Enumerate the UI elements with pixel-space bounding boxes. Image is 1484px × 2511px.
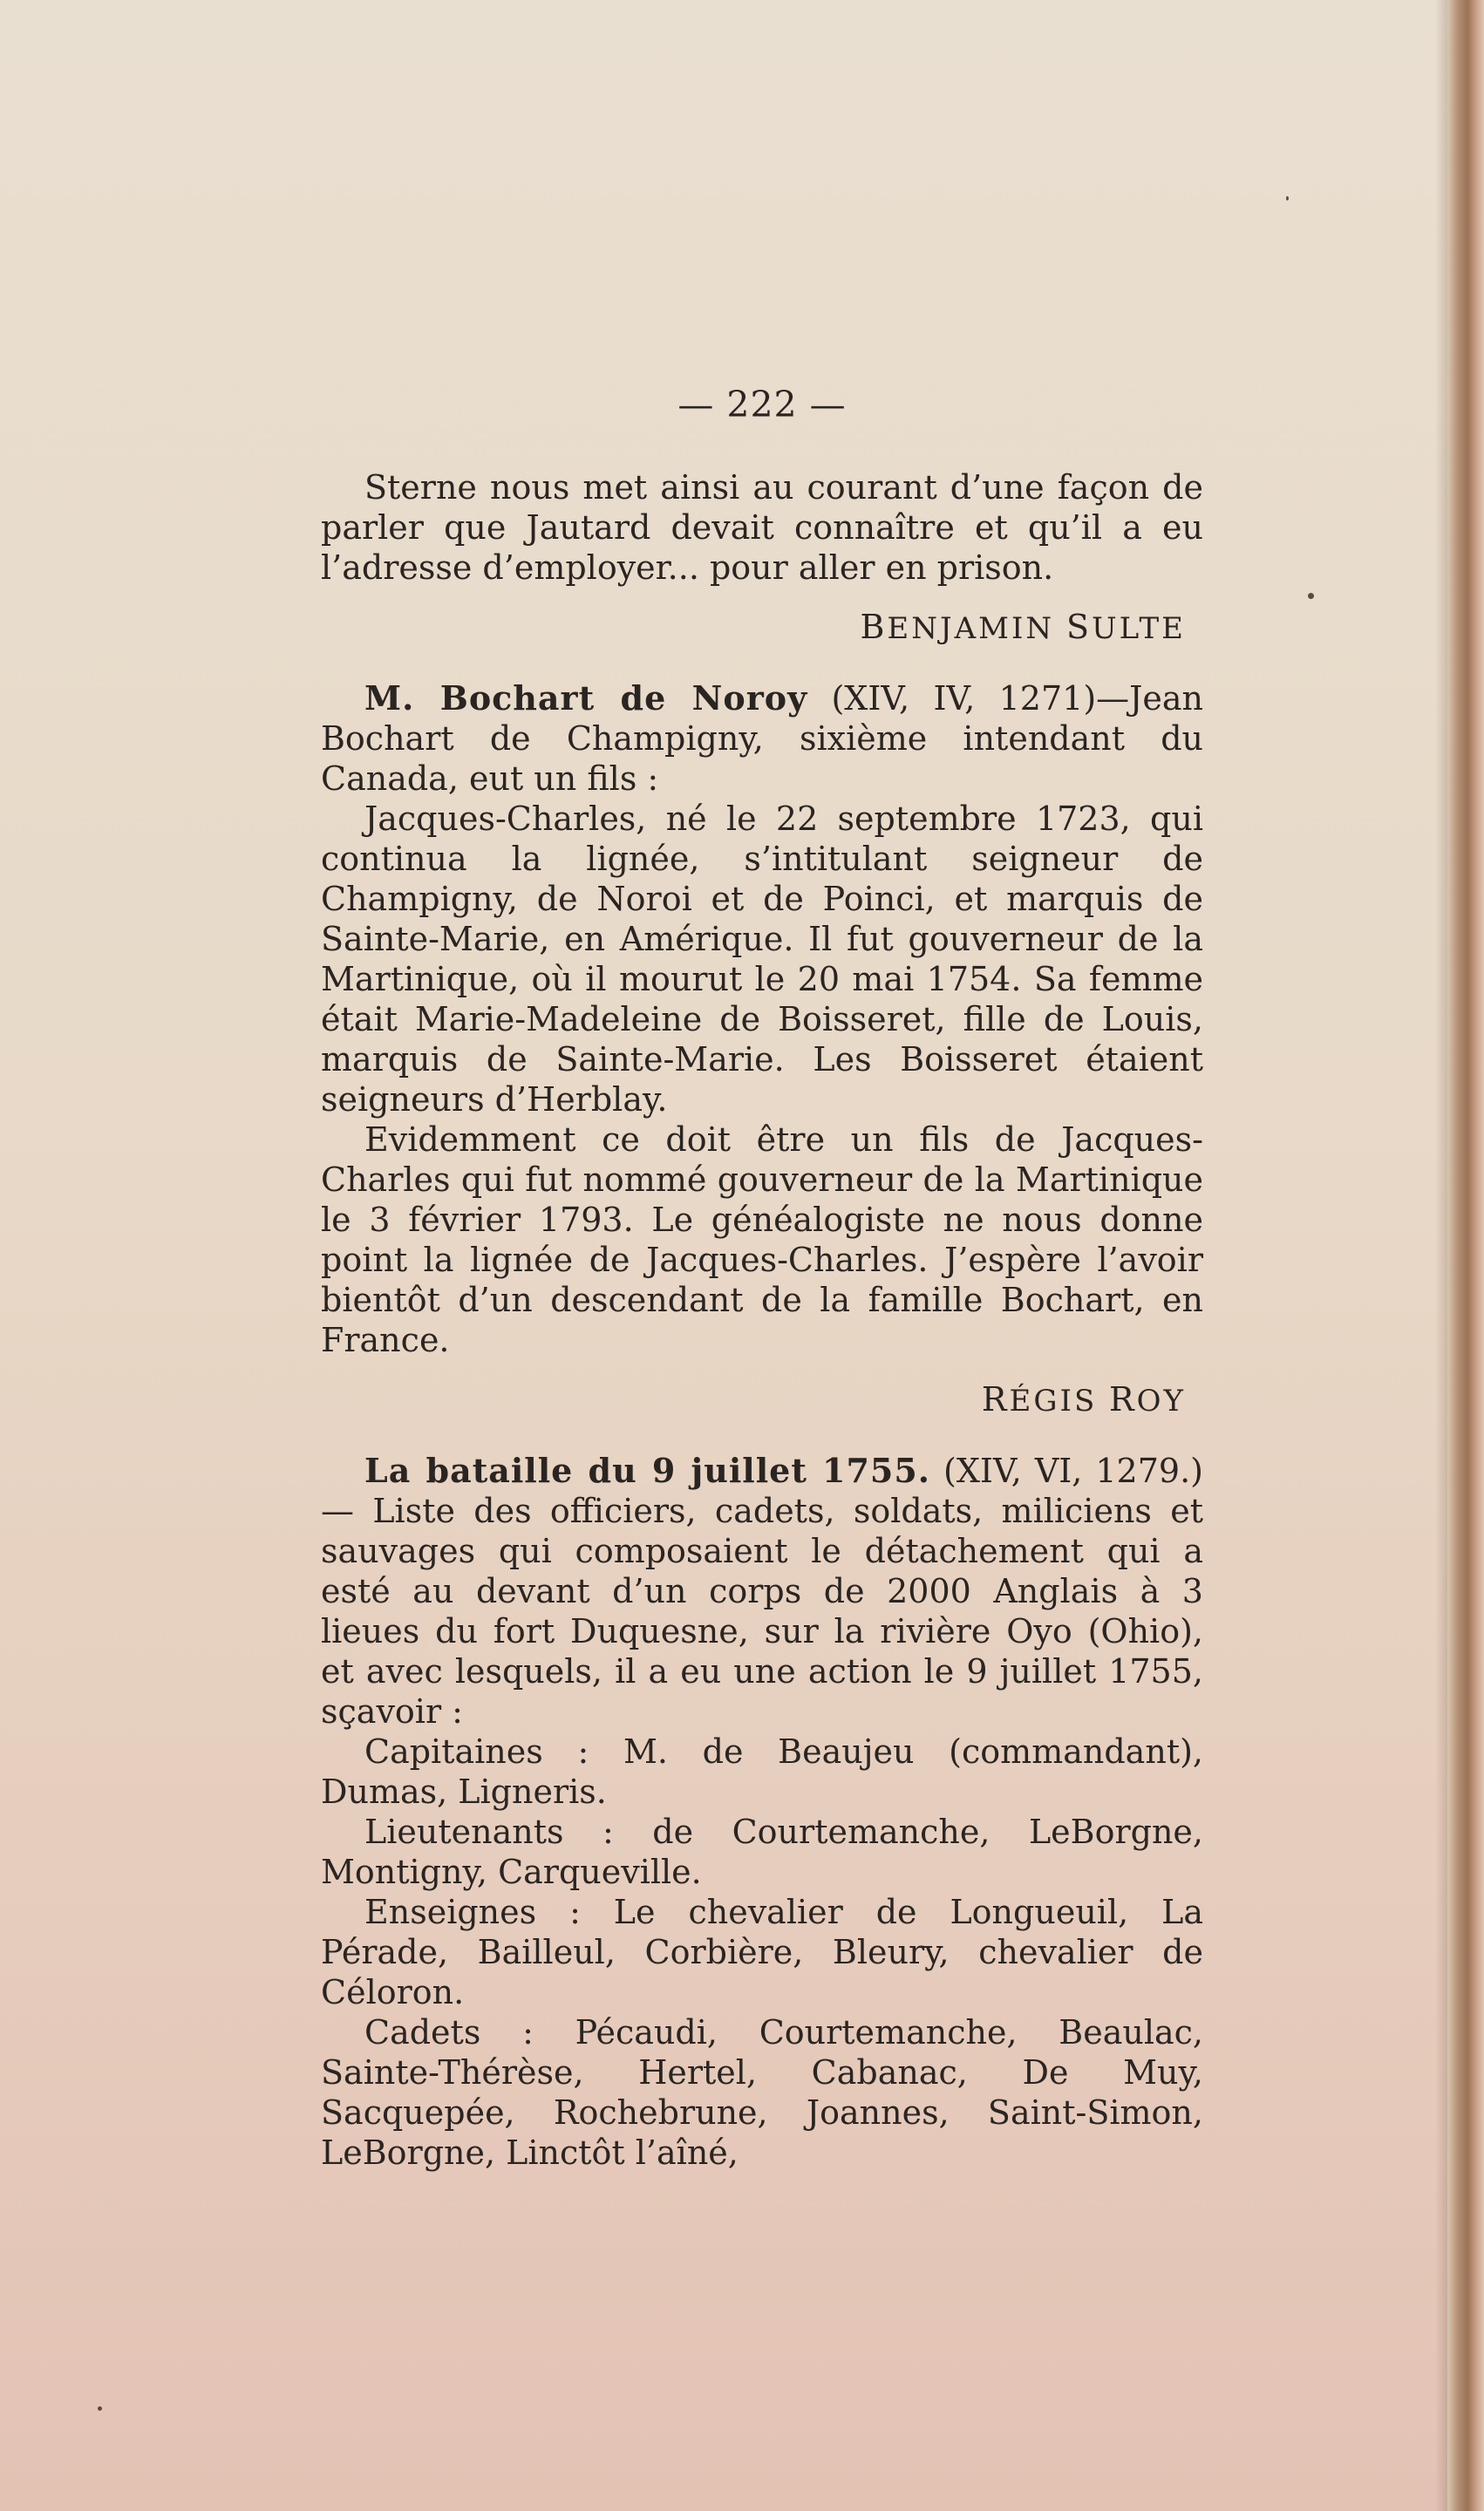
signature-initial: B — [860, 608, 888, 646]
page-number: — 222 — — [677, 384, 847, 425]
bochart-reference: (XIV, IV, 1271)—Jean Bochart de Champigny, sixième intendant du Canada, eut un fils : — [321, 679, 1203, 798]
bochart-paragraph-1: Jacques-Charles, né le 22 septembre 1723, qui continua la lignée, s’intitulant seigneur de Champigny, de Noroi et de Poinci, et marquis de Sainte-Marie, en Amérique. Il fut gouverneur de la Martinique, où il mourut le 20 mai 1754. Sa femme était Marie-Madeleine de Boisseret, fille de Louis, marquis de Sainte-Marie. Les Boisseret étaient seigneurs d’Herblay. — [321, 800, 1203, 1119]
paper-speck — [1308, 593, 1314, 599]
lieutenants-paragraph: Lieutenants : de Courtemanche, LeBorgne, Montigny, Carqueville. — [321, 1813, 1203, 1891]
paper-speck — [1286, 196, 1289, 201]
bataille-reference: (XIV, VI, 1279.)— Liste des officiers, cadets, soldats, miliciens et sauvages qui composaient le détachement qui a esté au devant d’un corps de 2000 Anglais à 3 lieues du fort Duquesne, sur la rivière Oyo (Ohio), et avec lesquels, il a eu une action le 9 juillet 1755, sçavoir : — [321, 1452, 1203, 1731]
page-gutter-shadow — [1435, 0, 1447, 2511]
bochart-entry — [321, 678, 1203, 799]
signature-initial: R — [1109, 1380, 1137, 1419]
capitaines-paragraph: Capitaines : M. de Beaujeu (commandant), Dumas, Ligneris. — [321, 1732, 1203, 1811]
signature-text: OY — [1136, 1384, 1186, 1419]
signature-initial: R — [981, 1380, 1010, 1419]
signature-regis-roy — [321, 1379, 1186, 1421]
bochart-paragraph-2: Evidemment ce doit être un fils de Jacques-Charles qui fut nommé gouverneur de la Martinique le 3 février 1793. Le généalogiste ne nous donne point la lignée de Jacques-Charles. J’espère l’avoir bientôt d’un descendant de la famille Bochart, en France. — [321, 1120, 1203, 1359]
signature-benjamin-sulte — [321, 607, 1186, 649]
signature-initial: S — [1065, 608, 1093, 646]
bataille-entry — [321, 1451, 1203, 1732]
cadets-paragraph: Cadets : Pécaudi, Courtemanche, Beaulac, Sainte-Thérèse, Hertel, Cabanac, De Muy, Sacquepée, Rochebrune, Joannes, Saint-Simon, LeBorgne, Linctôt l’aîné, — [321, 2013, 1203, 2172]
bataille-heading: La bataille du 9 juillet 1755. — [364, 1451, 931, 1490]
signature-text: ENJAMIN — [887, 611, 1066, 646]
paper-speck — [98, 2406, 102, 2411]
text-column — [321, 384, 1203, 2173]
enseignes-paragraph: Enseignes : Le chevalier de Longueuil, La Pérade, Bailleul, Corbière, Bleury, chevalier de Céloron. — [321, 1893, 1203, 2011]
intro-paragraph: Sterne nous met ainsi au courant d’une façon de parler que Jautard devait connaître et qu’il a eu l’adresse d’employer... pour aller en prison. — [321, 468, 1203, 587]
signature-text: ULTE — [1092, 611, 1186, 646]
page-edge — [1447, 0, 1484, 2511]
bochart-heading: M. Bochart de Noroy — [364, 678, 808, 718]
signature-text: ÉGIS — [1009, 1384, 1110, 1419]
